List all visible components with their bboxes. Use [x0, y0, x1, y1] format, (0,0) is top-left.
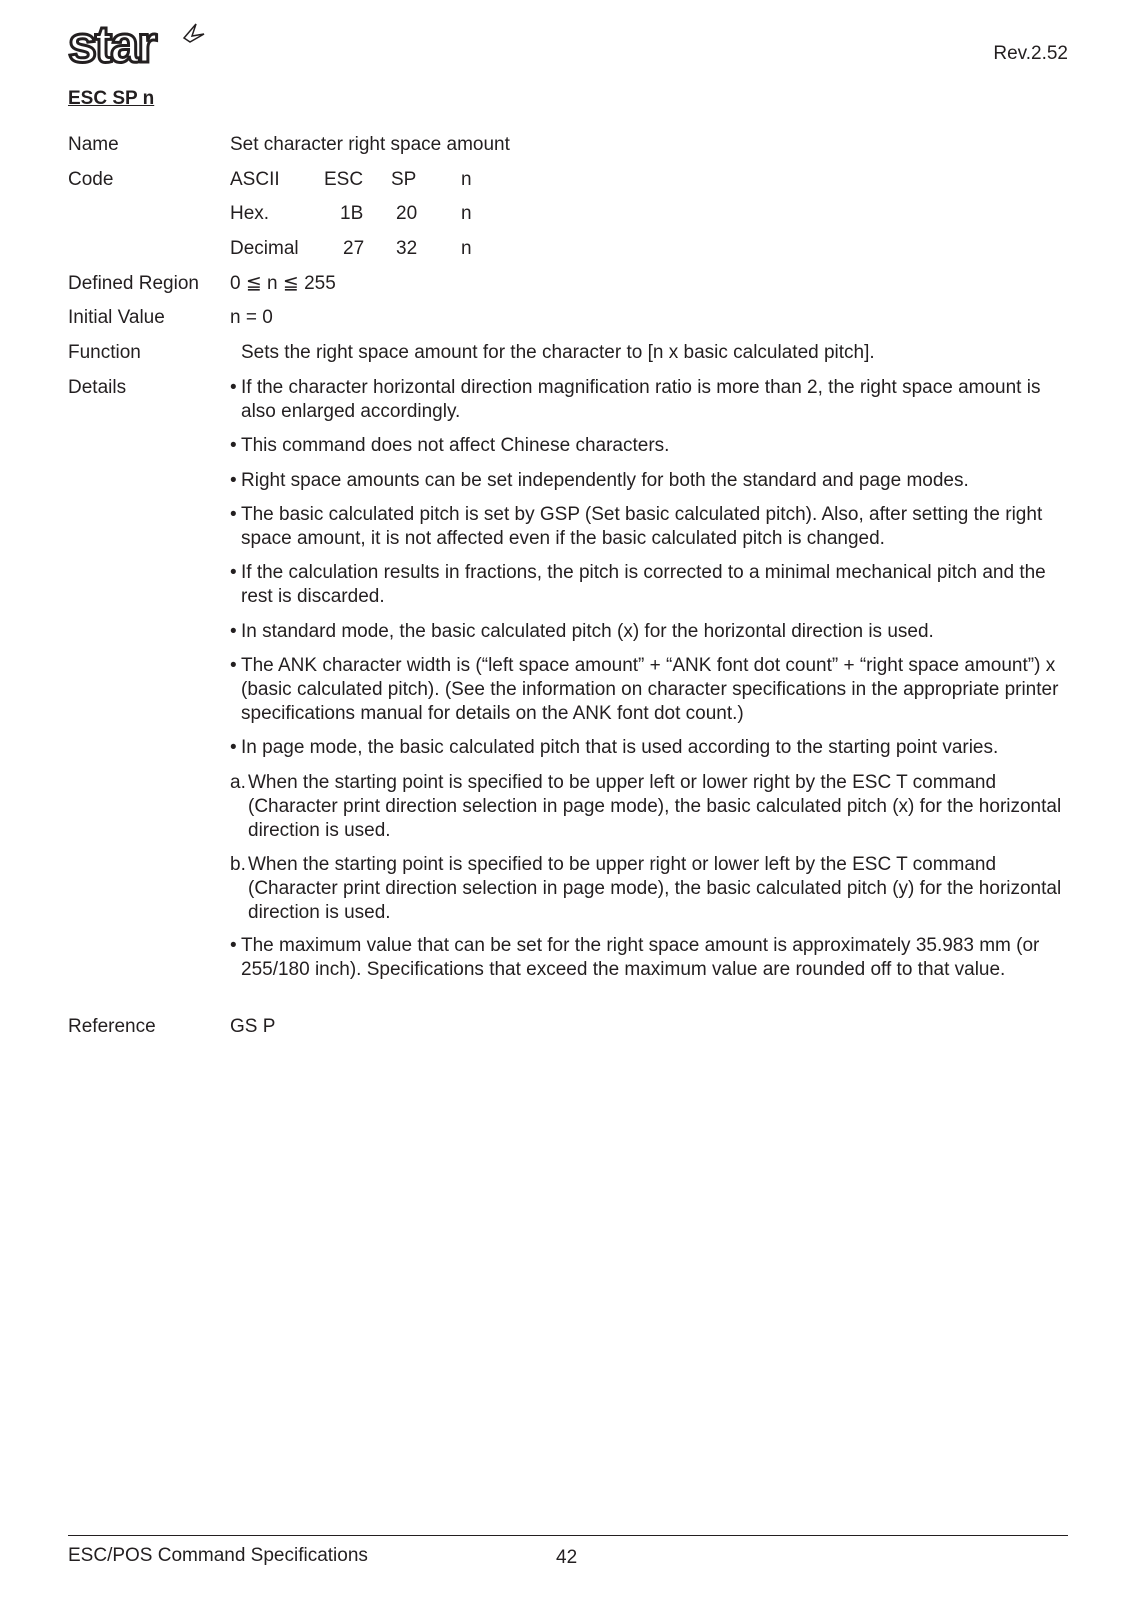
function-label: Function — [68, 342, 141, 363]
code-decimal-3: n — [461, 238, 472, 259]
svg-text:star: star — [68, 16, 156, 70]
details-item — [230, 853, 1070, 925]
footer-document-title: ESC/POS Command Specifications — [68, 1545, 368, 1566]
details-item — [230, 934, 1070, 982]
details-item-text: The ANK character width is (“left space amount” + “ANK font dot count” + “right space amount”) x (basic calculated pitch). (See the information on character specifications in the appropriate printer specifications manual for details on the ANK font dot count.) — [241, 655, 1059, 724]
code-hex-2: 20 — [396, 203, 418, 224]
bullet-marker: • — [230, 655, 237, 676]
letter-marker: a. — [230, 772, 246, 793]
name-label: Name — [68, 134, 119, 155]
name-value: Set character right space amount — [230, 134, 510, 155]
code-ascii-3: n — [461, 169, 472, 190]
details-item — [230, 561, 1070, 609]
code-ascii-1: ESC — [324, 169, 364, 190]
defined-region-value: 0 ≦ n ≦ 255 — [230, 273, 336, 294]
code-ascii-label: ASCII — [230, 169, 280, 190]
bullet-marker: • — [230, 621, 237, 642]
details-item-text: If the calculation results in fractions, the pitch is corrected to a minimal mechanical pitch and the rest is discarded. — [241, 562, 1046, 607]
details-item-text: In page mode, the basic calculated pitch that is used according to the starting point varies. — [241, 737, 999, 758]
bullet-marker: • — [230, 737, 237, 758]
code-decimal-2: 32 — [396, 238, 418, 259]
initial-value-label: Initial Value — [68, 307, 165, 328]
code-hex-3: n — [461, 203, 472, 224]
letter-marker: b. — [230, 854, 246, 875]
defined-region-label: Defined Region — [68, 273, 199, 294]
details-item-text: The maximum value that can be set for the right space amount is approximately 35.983 mm (or 255/180 inch). Specifications that exceed the maximum value are rounded off to that value. — [241, 935, 1040, 980]
code-hex-label: Hex. — [230, 203, 270, 224]
details-item — [230, 736, 1070, 760]
details-item — [230, 376, 1070, 424]
page-number: 42 — [556, 1547, 578, 1568]
details-item-text: In standard mode, the basic calculated pitch (x) for the horizontal direction is used. — [241, 621, 934, 642]
details-label: Details — [68, 377, 127, 398]
details-item-text: If the character horizontal direction magnification ratio is more than 2, the right space amount is also enlarged accordingly. — [241, 377, 1041, 422]
details-item — [230, 620, 1070, 644]
details-item-text: This command does not affect Chinese characters. — [241, 435, 670, 456]
details-item — [230, 654, 1070, 726]
bullet-marker: • — [230, 435, 237, 456]
details-item — [230, 469, 1070, 493]
star-logo — [68, 16, 208, 70]
details-item — [230, 434, 1070, 458]
details-item — [230, 503, 1070, 551]
reference-value: GS P — [230, 1016, 276, 1037]
command-title: ESC SP n — [68, 88, 155, 109]
bullet-marker: • — [230, 935, 237, 956]
details-item-text: When the starting point is specified to be upper right or lower left by the ESC T command (Character print direction selection in page mode), the basic calculated pitch (y) for the horizontal direction is used. — [248, 854, 1062, 923]
details-item-text: When the starting point is specified to be upper left or lower right by the ESC T command (Character print direction selection in page mode), the basic calculated pitch (x) for the horizontal direction is used. — [248, 772, 1062, 841]
bullet-marker: • — [230, 504, 237, 525]
code-ascii-2: SP — [391, 169, 417, 190]
code-label: Code — [68, 169, 114, 190]
details-item-text: The basic calculated pitch is set by GSP (Set basic calculated pitch). Also, after setting the right space amount, it is not affected even if the basic calculated pitch is changed. — [241, 504, 1043, 549]
reference-label: Reference — [68, 1016, 156, 1037]
details-item — [230, 771, 1070, 843]
code-hex-1: 1B — [340, 203, 364, 224]
code-decimal-1: 27 — [343, 238, 365, 259]
bullet-marker: • — [230, 562, 237, 583]
initial-value-value: n = 0 — [230, 307, 273, 328]
details-item-text: Right space amounts can be set independently for both the standard and page modes. — [241, 470, 969, 491]
footer-divider — [68, 1535, 1068, 1536]
bullet-marker: • — [230, 470, 237, 491]
bullet-marker: • — [230, 377, 237, 398]
code-decimal-label: Decimal — [230, 238, 299, 259]
function-value: Sets the right space amount for the character to [n x basic calculated pitch]. — [241, 342, 875, 363]
revision-label: Rev.2.52 — [993, 43, 1068, 64]
